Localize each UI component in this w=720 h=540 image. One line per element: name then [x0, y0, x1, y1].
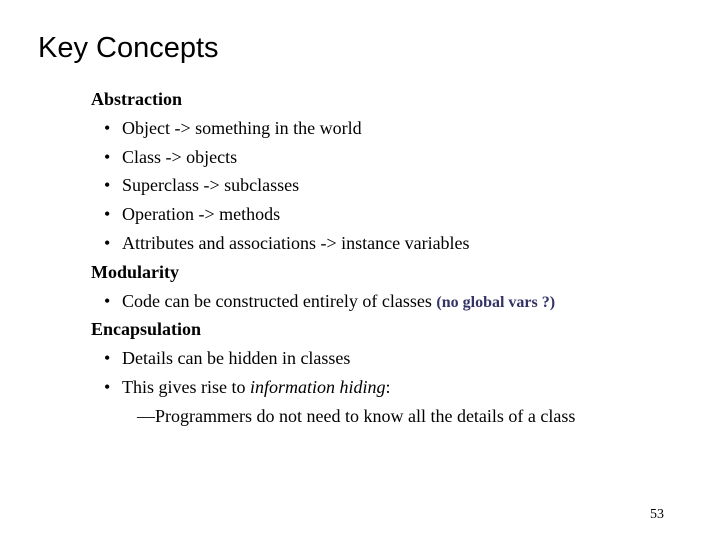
bullet-icon: •	[104, 233, 111, 253]
sub-item: —Programmers do not need to know all the details of a class	[137, 406, 576, 426]
bullet-text-suffix: :	[385, 377, 391, 397]
bullet-icon: •	[104, 291, 111, 311]
bullet-icon: •	[104, 118, 111, 138]
slide-title: Key Concepts	[38, 32, 219, 64]
bullet-icon: •	[104, 204, 111, 224]
emphasis-text: information hiding	[250, 377, 386, 397]
bullet-text: This gives rise to	[122, 377, 250, 397]
bullet-text: Operation -> methods	[122, 204, 281, 224]
bullet-note: (no global vars ?)	[436, 294, 556, 311]
bullet-item	[104, 375, 391, 399]
bullet-item	[104, 173, 299, 197]
bullet-item	[104, 116, 362, 140]
heading-modularity: Modularity	[91, 262, 179, 282]
bullet-item	[104, 289, 555, 315]
bullet-text: Object -> something in the world	[122, 118, 362, 138]
bullet-text: Class -> objects	[122, 147, 238, 167]
heading-abstraction: Abstraction	[91, 89, 182, 109]
bullet-text: Superclass -> subclasses	[122, 175, 300, 195]
bullet-item	[104, 346, 350, 370]
bullet-item	[104, 231, 470, 255]
bullet-item	[104, 202, 280, 226]
bullet-icon: •	[104, 377, 111, 397]
bullet-text: Attributes and associations -> instance variables	[122, 233, 470, 253]
page-number: 53	[650, 507, 664, 522]
bullet-icon: •	[104, 147, 111, 167]
bullet-item	[104, 145, 237, 169]
bullet-text: Code can be constructed entirely of classes	[122, 291, 437, 311]
heading-encapsulation: Encapsulation	[91, 319, 202, 339]
bullet-icon: •	[104, 175, 111, 195]
bullet-icon: •	[104, 348, 111, 368]
bullet-text: Details can be hidden in classes	[122, 348, 351, 368]
